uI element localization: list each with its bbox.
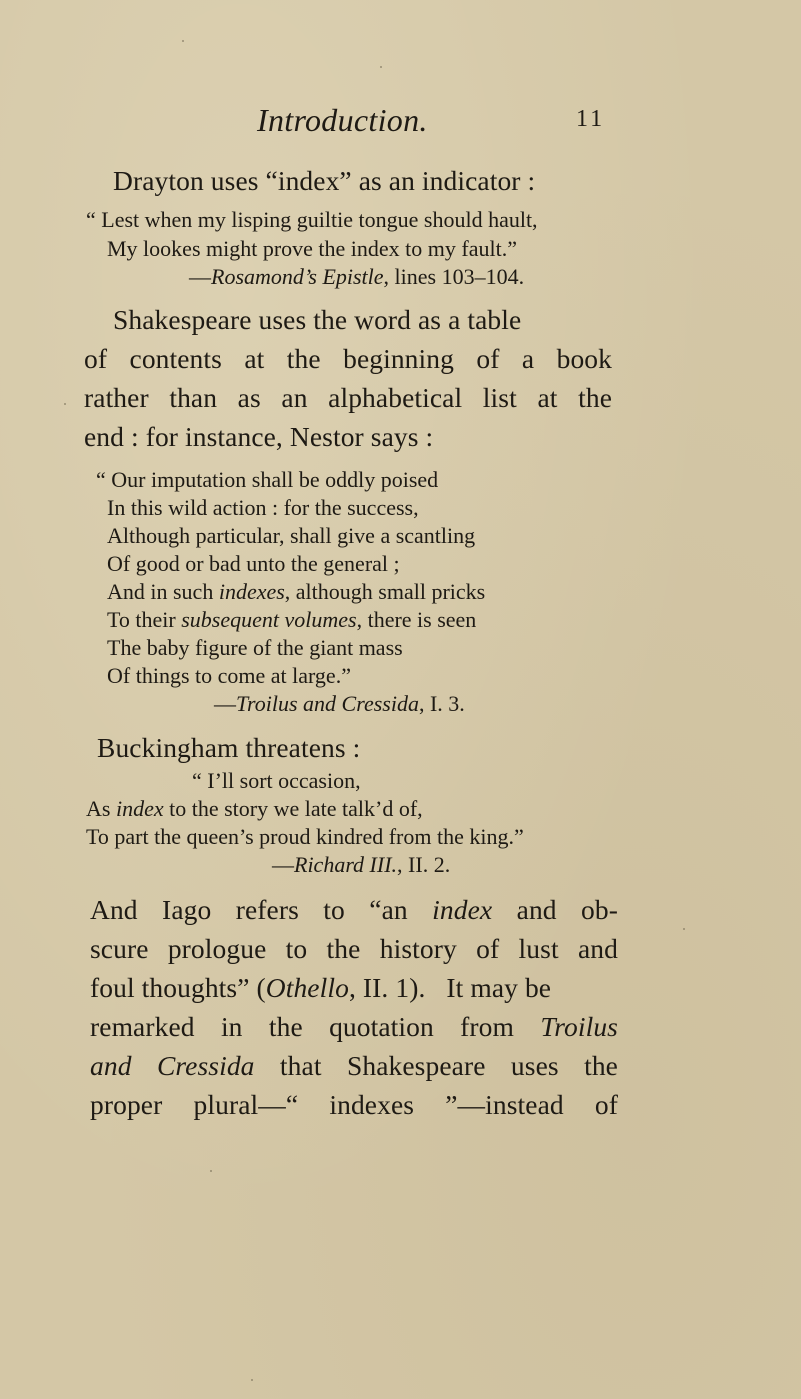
paper-speck [64, 403, 66, 405]
citation-work: Richard III. [294, 852, 398, 877]
buckingham-quote-line-1: “ I’ll sort occasion, [192, 768, 361, 793]
iago-para-line-3: foul thoughts” (Othello, II. 1). It may be [90, 972, 552, 1003]
drayton-intro: Drayton uses “index” as an indicator : [113, 165, 536, 196]
nestor-citation [214, 691, 465, 717]
shakespeare-para-line-3: rather than as an alphabetical list at the [84, 382, 612, 413]
page-number: 11 [576, 106, 606, 132]
citation-dash: — [214, 691, 236, 716]
citation-rest: , lines 103–104. [383, 264, 525, 289]
nestor-quote-line-8: Of things to come at large.” [107, 663, 351, 688]
shakespeare-para-line-4: end : for instance, Nestor says : [84, 421, 434, 452]
nestor-quote-line-3: Although particular, shall give a scantling [107, 523, 476, 548]
running-title: Introduction. [257, 102, 428, 138]
buckingham-intro: Buckingham threatens : [97, 732, 361, 763]
iago-para-line-2: scure prologue to the history of lust and [90, 933, 618, 964]
drayton-citation [189, 264, 524, 290]
citation-dash: — [272, 852, 294, 877]
emphasis-othello: Othello [265, 972, 349, 1003]
paper-speck [182, 40, 184, 42]
emphasis-index: index [432, 894, 493, 925]
nestor-quote-line-2: In this wild action : for the success, [107, 495, 419, 520]
citation-work: Rosamond’s Epistle [211, 264, 384, 289]
drayton-quote-line-2: My lookes might prove the index to my fault.” [107, 236, 517, 261]
buckingham-quote-line-2: As index to the story we late talk’d of, [86, 796, 423, 821]
iago-para-line-6: proper plural—“ indexes ”—instead of [90, 1089, 618, 1120]
nestor-quote-line-4: Of good or bad unto the general ; [107, 551, 400, 576]
iago-para-line-5: and Cressida that Shakespeare uses the [90, 1050, 618, 1081]
citation-work: Troilus and Cressida [236, 691, 419, 716]
paper-speck [380, 66, 382, 68]
buckingham-citation [272, 852, 450, 878]
nestor-quote-line-7: The baby figure of the giant mass [107, 635, 403, 660]
emphasis-indexes: indexes [218, 579, 285, 604]
emphasis-troilus: Troilus [540, 1011, 618, 1042]
nestor-quote-line-5: And in such indexes, although small pricks [107, 579, 486, 604]
citation-rest: , I. 3. [418, 691, 465, 716]
emphasis-and-cressida: and Cressida [90, 1050, 255, 1081]
emphasis-index: index [115, 796, 164, 821]
iago-para-line-1: And Iago refers to “an index and ob- [90, 894, 618, 925]
citation-rest: , II. 2. [397, 852, 451, 877]
nestor-quote-line-6: To their subsequent volumes, there is seen [107, 607, 477, 632]
paper-speck [683, 928, 685, 930]
paper-speck [251, 1379, 253, 1381]
buckingham-quote-line-3: To part the queen’s proud kindred from the king.” [86, 824, 524, 849]
nestor-quote-line-1: “ Our imputation shall be oddly poised [96, 467, 439, 492]
citation-dash: — [189, 264, 211, 289]
running-head [0, 102, 801, 142]
paper-speck [210, 1170, 212, 1172]
iago-para-line-4: remarked in the quotation from Troilus [90, 1011, 618, 1042]
shakespeare-para-line-1: Shakespeare uses the word as a table [113, 304, 522, 335]
shakespeare-para-line-2: of contents at the beginning of a book [84, 343, 612, 374]
drayton-quote-line-1: “ Lest when my lisping guiltie tongue should hault, [86, 207, 538, 232]
emphasis-subsequent-volumes: subsequent volumes [181, 607, 357, 632]
